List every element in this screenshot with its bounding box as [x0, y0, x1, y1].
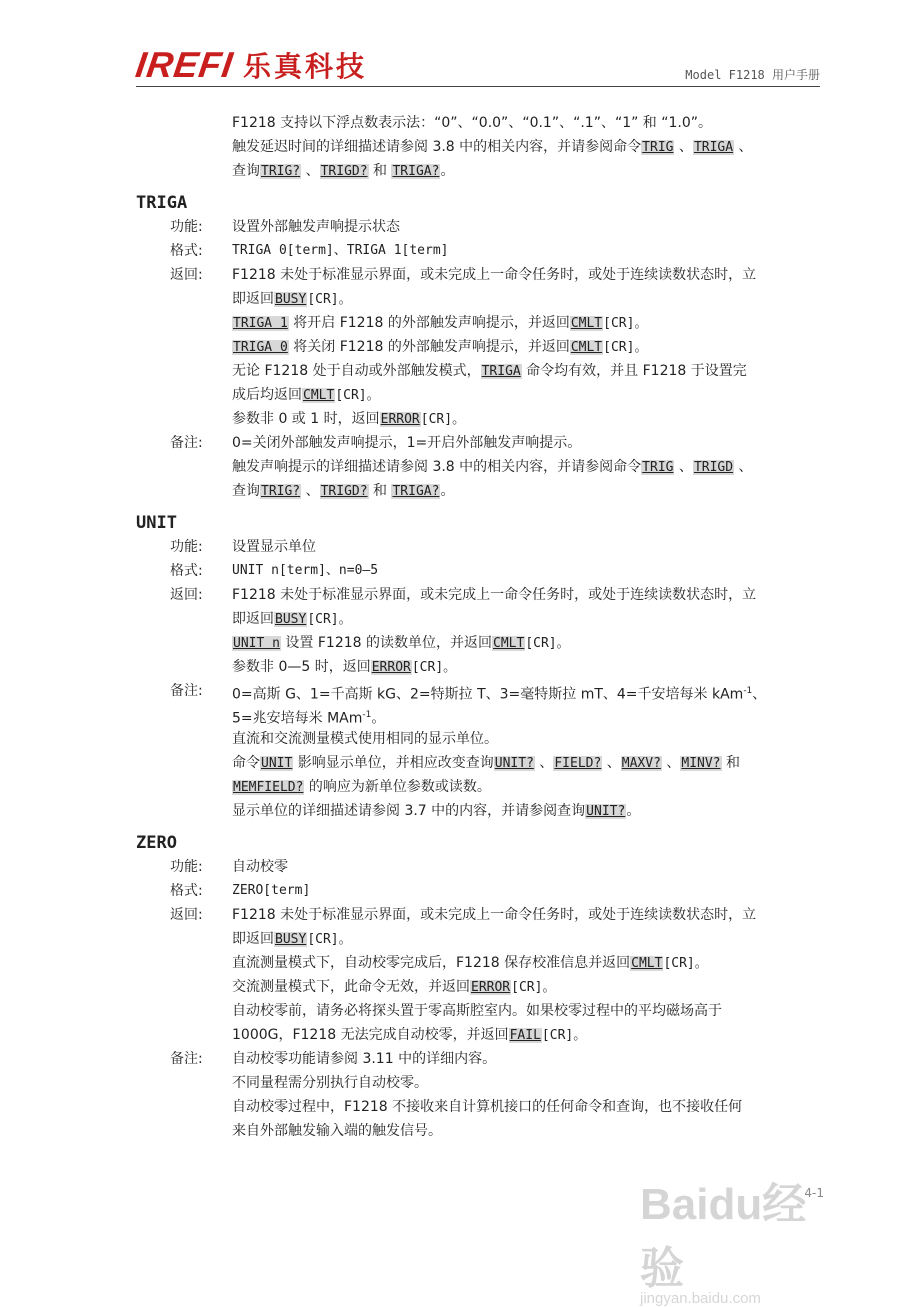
cmd-link-cmlt[interactable]: CMLT — [570, 340, 603, 355]
unit-note-row — [136, 679, 820, 703]
unit-note-2: 5=兆安培每米 MAm$^{-1}$。 — [232, 710, 386, 727]
format-label: 格式: — [170, 243, 203, 259]
cmd-link-cmlt[interactable]: CMLT — [570, 316, 603, 331]
zero-return-3: 直流测量模式下，自动校零完成后，F1218 保存校准信息并返回CMLT[CR]。 — [232, 955, 708, 971]
company-name: 乐真科技 — [243, 50, 368, 83]
cmd-link-unit-query[interactable]: UNIT? — [494, 756, 534, 771]
unit-note-5: MEMFIELD? 的响应为新单位参数或读数。 — [233, 779, 491, 795]
unit-return-1: F1218 未处于标准显示界面，或未完成上一命令任务时，或处于连续读数状态时，立 — [232, 587, 757, 603]
triga-return-6: 成后均返回CMLT[CR]。 — [232, 387, 380, 403]
triga-format-row — [136, 239, 820, 263]
cmd-link-trig[interactable]: TRIG — [642, 460, 674, 475]
cmd-link-field-query[interactable]: FIELD? — [554, 756, 602, 771]
cmd-link-triga-query[interactable]: TRIGA? — [392, 164, 440, 179]
cmd-link-fail[interactable]: FAIL — [509, 1028, 541, 1043]
header-divider — [136, 86, 820, 87]
triga-return-3: TRIGA 1 将开启 F1218 的外部触发声响提示，并返回CMLT[CR]。 — [233, 315, 648, 331]
zero-return-row — [136, 903, 820, 927]
zero-return-6: 1000G，F1218 无法完成自动校零，并返回FAIL[CR]。 — [232, 1027, 587, 1043]
unit-return-3: UNIT n 设置 F1218 的读数单位，并返回CMLT[CR]。 — [233, 635, 570, 651]
cmd-link-memfield-query[interactable]: MEMFIELD? — [233, 780, 304, 795]
triga-note-row — [136, 431, 820, 455]
unit-format-row — [136, 559, 820, 583]
section-title-zero: ZERO — [136, 833, 177, 853]
format-label: 格式: — [170, 563, 203, 579]
cmd-link-error[interactable]: ERROR — [471, 980, 511, 995]
note-label: 备注: — [170, 1051, 203, 1067]
unit-func-row — [136, 535, 820, 559]
intro-line-3: 查询TRIG? 、TRIGD? 和 TRIGA?。 — [232, 163, 455, 179]
triga-return-4: TRIGA 0 将关闭 F1218 的外部触发声响提示，并返回CMLT[CR]。 — [233, 339, 648, 355]
unit-note-3: 直流和交流测量模式使用相同的显示单位。 — [232, 731, 498, 747]
zero-func-row — [136, 855, 820, 879]
triga-note-1: 0=关闭外部触发声响提示，1=开启外部触发声响提示。 — [232, 435, 582, 451]
triga-return-2: 即返回BUSY[CR]。 — [232, 291, 352, 307]
return-label: 返回: — [170, 907, 203, 923]
section-title-triga: TRIGA — [136, 193, 188, 213]
cmd-link-unit[interactable]: UNIT — [261, 756, 293, 771]
section-title-unit: UNIT — [136, 513, 177, 533]
baidu-watermark — [640, 1168, 840, 1307]
manual-title: Model F1218 用户手册 — [685, 68, 820, 82]
zero-return-2: 即返回BUSY[CR]。 — [232, 931, 352, 947]
triga-return-row — [136, 263, 820, 287]
cmd-link-cmlt[interactable]: CMLT — [303, 388, 335, 403]
watermark-url: jingyan.baidu.com — [640, 1290, 761, 1307]
triga-note-2: 触发声响提示的详细描述请参阅 3.8 中的相关内容，并请参阅命令TRIG 、TRIGD 、 — [232, 459, 753, 475]
cmd-link-triga-query[interactable]: TRIGA? — [392, 484, 440, 499]
intro-line-1: F1218 支持以下浮点数表示法：“0”、“0.0”、“0.1”、“.1”、“1” 和 “1.0”。 — [232, 115, 713, 131]
cmd-link-trigd-query[interactable]: TRIGD? — [320, 164, 368, 179]
zero-note-4: 来自外部触发输入端的触发信号。 — [232, 1123, 442, 1139]
triga-func: 设置外部触发声响提示状态 — [232, 219, 400, 235]
unit-note-4: 命令UNIT 影响显示单位，并相应改变查询UNIT? 、FIELD? 、MAXV? 、MINV? 和 — [232, 755, 740, 771]
unit-return-row — [136, 583, 820, 607]
triga-func-row — [136, 215, 820, 239]
func-label: 功能: — [170, 859, 203, 875]
func-label: 功能: — [170, 539, 203, 555]
zero-return-1: F1218 未处于标准显示界面，或未完成上一命令任务时，或处于连续读数状态时，立 — [232, 907, 757, 923]
zero-return-5: 自动校零前，请务必将探头置于零高斯腔室内。如果校零过程中的平均磁场高于 — [232, 1003, 722, 1019]
zero-note-3: 自动校零过程中，F1218 不接收来自计算机接口的任何命令和查询，也不接收任何 — [232, 1099, 743, 1115]
triga-note-3: 查询TRIG? 、TRIGD? 和 TRIGA?。 — [232, 483, 455, 499]
cmd-link-error[interactable]: ERROR — [380, 412, 420, 427]
zero-note-row — [136, 1047, 820, 1071]
cmd-link-unit-n[interactable]: UNIT n — [233, 636, 280, 651]
cmd-link-trigd[interactable]: TRIGD — [693, 460, 734, 475]
zero-func: 自动校零 — [232, 859, 288, 875]
page-number: 4-1 — [804, 1186, 824, 1200]
zero-format-row — [136, 879, 820, 903]
zero-return-4: 交流测量模式下，此命令无效，并返回ERROR[CR]。 — [232, 979, 556, 995]
cmd-link-triga-1[interactable]: TRIGA 1 — [233, 316, 288, 331]
cmd-link-unit-query[interactable]: UNIT? — [586, 804, 626, 819]
cmd-link-trig-query[interactable]: TRIG? — [261, 164, 301, 179]
triga-format: TRIGA 0[term]、TRIGA 1[term] — [232, 243, 449, 258]
zero-format: ZERO[term] — [232, 883, 311, 898]
cmd-link-error[interactable]: ERROR — [371, 660, 411, 675]
zero-note-1: 自动校零功能请参阅 3.11 中的详细内容。 — [232, 1051, 497, 1067]
cmd-link-minv-query[interactable]: MINV? — [681, 756, 721, 771]
cmd-link-cmlt[interactable]: CMLT — [631, 956, 663, 971]
note-label: 备注: — [170, 435, 203, 451]
note-label: 备注: — [170, 683, 203, 699]
zero-note-2: 不同量程需分别执行自动校零。 — [232, 1075, 428, 1091]
cmd-link-trigd-query[interactable]: TRIGD? — [320, 484, 368, 499]
triga-return-7: 参数非 0 或 1 时，返回ERROR[CR]。 — [232, 411, 466, 427]
cmd-link-triga-0[interactable]: TRIGA 0 — [233, 340, 288, 355]
cmd-link-triga[interactable]: TRIGA — [693, 140, 734, 155]
intro-line-2: 触发延迟时间的详细描述请参阅 3.8 中的相关内容，并请参阅命令TRIG 、TRIGA 、 — [232, 139, 753, 155]
cmd-link-trig[interactable]: TRIG — [642, 140, 674, 155]
logo-mark: IREFI — [133, 44, 236, 85]
triga-return-1: F1218 未处于标准显示界面，或未完成上一命令任务时，或处于连续读数状态时，立 — [232, 267, 757, 283]
page-content — [136, 111, 820, 1143]
cmd-link-triga[interactable]: TRIGA — [481, 364, 521, 379]
func-label: 功能: — [170, 219, 203, 235]
unit-note-6: 显示单位的详细描述请参阅 3.7 中的内容，并请参阅查询UNIT?。 — [232, 803, 641, 819]
cmd-link-busy[interactable]: BUSY — [275, 292, 307, 307]
company-logo — [133, 44, 368, 86]
cmd-link-cmlt[interactable]: CMLT — [493, 636, 525, 651]
return-label: 返回: — [170, 267, 203, 283]
format-label: 格式: — [170, 883, 203, 899]
cmd-link-busy[interactable]: BUSY — [275, 612, 307, 627]
unit-format: UNIT n[term]、n=0—5 — [232, 563, 379, 578]
unit-note-1: 0=高斯 G、1=千高斯 kG、2=特斯拉 T、3=毫特斯拉 mT、4=千安培每米 kAm$^{-1}$、 — [232, 686, 767, 703]
watermark-logo: Baidu经验 — [640, 1180, 807, 1293]
unit-return-4: 参数非 0—5 时，返回ERROR[CR]。 — [232, 659, 457, 675]
cmd-link-trig-query[interactable]: TRIG? — [261, 484, 301, 499]
cmd-link-maxv-query[interactable]: MAXV? — [621, 756, 661, 771]
unit-return-2: 即返回BUSY[CR]。 — [232, 611, 352, 627]
unit-func: 设置显示单位 — [232, 539, 316, 555]
cmd-link-busy[interactable]: BUSY — [275, 932, 307, 947]
triga-return-5: 无论 F1218 处于自动或外部触发模式，TRIGA 命令均有效，并且 F1218 于设置完 — [232, 363, 747, 379]
return-label: 返回: — [170, 587, 203, 603]
